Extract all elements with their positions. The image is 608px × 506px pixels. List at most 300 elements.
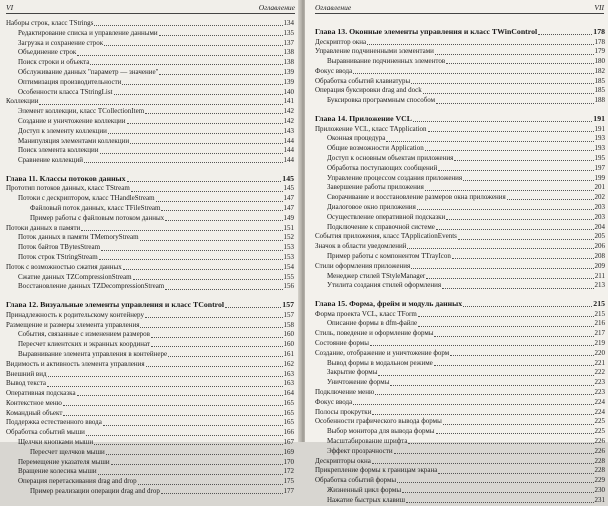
toc-entry-page: 229 xyxy=(594,476,605,485)
toc-entry xyxy=(6,204,294,214)
dot-leader xyxy=(161,210,282,211)
toc-entry xyxy=(315,144,605,154)
dot-leader xyxy=(411,83,593,84)
toc-entry xyxy=(315,57,605,67)
toc-entry-title: Жизненный цикл формы xyxy=(327,485,402,494)
toc-entry xyxy=(315,183,605,193)
toc-entry-title: Манипуляция элементами коллекции xyxy=(18,136,130,145)
toc-entry xyxy=(315,164,605,174)
toc-entry xyxy=(6,117,294,127)
dot-leader xyxy=(140,327,282,328)
toc-entry-page: 206 xyxy=(594,242,605,251)
dot-leader xyxy=(159,35,283,36)
toc-entry xyxy=(315,496,605,506)
toc-entry-title: Особенности графического вывода формы xyxy=(315,417,442,426)
toc-entry xyxy=(6,88,294,98)
toc-entry-title: Обработка событий мыши xyxy=(6,428,85,437)
dot-leader xyxy=(140,240,283,241)
toc-entry xyxy=(315,96,605,106)
toc-entry xyxy=(6,97,294,107)
toc-entry-page: 225 xyxy=(594,427,605,436)
toc-entry xyxy=(315,47,605,57)
toc-entry-page: 197 xyxy=(594,163,605,172)
toc-entry xyxy=(315,193,605,203)
toc-entry-page: 162 xyxy=(283,359,294,368)
toc-entry-title: Подключение меню xyxy=(315,388,375,396)
dot-leader xyxy=(151,346,283,347)
toc-entry-title: Файловый поток данных, класс TFileStream xyxy=(30,204,161,213)
dot-leader xyxy=(111,464,283,465)
right-page-number: VII xyxy=(594,3,604,12)
toc-entry xyxy=(315,486,605,496)
toc-entry-page: 142 xyxy=(283,116,294,125)
toc-entry-title: Состояние формы xyxy=(315,339,369,348)
toc-entry xyxy=(315,408,605,418)
toc-entry xyxy=(6,360,294,370)
toc-entry-page: 165 xyxy=(283,398,294,407)
toc-entry xyxy=(6,389,294,399)
dot-leader xyxy=(130,143,282,144)
toc-entry xyxy=(6,399,294,409)
right-page xyxy=(305,0,608,504)
toc-entry-title: Сжатие данных TZCompressionStream xyxy=(18,272,132,281)
toc-entry-page: 188 xyxy=(594,96,605,105)
left-running-title: Оглавление xyxy=(258,3,295,12)
toc-entry xyxy=(315,174,605,184)
toc-entry-page: 153 xyxy=(283,243,294,252)
toc-entry-page: 169 xyxy=(283,447,294,456)
toc-entry-page: 178 xyxy=(594,37,605,46)
toc-entry-title: Поток с возможностью сжатия данных xyxy=(6,262,122,271)
toc-entry-page: 144 xyxy=(283,136,294,145)
dot-leader xyxy=(378,375,593,376)
toc-entry xyxy=(6,282,294,292)
toc-entry-title: Значок в области уведомлений xyxy=(315,242,407,251)
toc-entry xyxy=(315,232,605,242)
toc-entry-page: 142 xyxy=(283,107,294,116)
toc-entry-title: Операция буксировки drag and dock xyxy=(315,86,422,95)
toc-entry-page: 138 xyxy=(283,48,294,57)
toc-entry xyxy=(6,330,294,340)
toc-entry-page: 185 xyxy=(594,86,605,95)
toc-entry-title: Поиск строки и объекта xyxy=(18,58,90,67)
toc-entry xyxy=(6,273,294,283)
toc-chapter-entry xyxy=(6,173,294,185)
toc-entry-page: 165 xyxy=(283,408,294,417)
toc-entry xyxy=(315,242,605,252)
toc-entry-page: 163 xyxy=(283,379,294,388)
toc-entry-page: 167 xyxy=(283,438,294,447)
dot-leader xyxy=(408,443,593,444)
toc-entry-title: Общие возможности Application xyxy=(327,144,424,153)
toc-entry-title: Фокус ввода xyxy=(315,66,353,75)
toc-entry-title: Эффект прозрачности xyxy=(327,446,393,455)
toc-entry-page: 179 xyxy=(594,47,605,56)
toc-entry-page: 222 xyxy=(594,368,605,377)
toc-entry-title: Закрытие формы xyxy=(327,368,378,377)
toc-entry xyxy=(315,67,605,77)
dot-leader xyxy=(104,45,282,46)
toc-entry-page: 193 xyxy=(594,134,605,143)
toc-entry xyxy=(6,184,294,194)
dot-leader xyxy=(417,209,594,210)
toc-entry-page: 224 xyxy=(594,407,605,416)
toc-entry-page: 160 xyxy=(283,340,294,349)
toc-entry xyxy=(315,359,605,369)
toc-entry-title: Щелчки кнопками мыши xyxy=(18,438,94,447)
toc-entry-title: Поиск элемента коллекции xyxy=(18,146,99,155)
toc-entry-page: 135 xyxy=(283,28,294,37)
toc-entry-title: Обработка событий формы xyxy=(315,476,397,485)
toc-entry-page: 154 xyxy=(283,262,294,271)
toc-entry xyxy=(315,329,605,339)
toc-entry-page: 175 xyxy=(283,477,294,486)
toc-entry-title: Описание формы в dfm-файле xyxy=(327,319,418,328)
toc-entry-title: Подключение к справочной системе xyxy=(327,222,435,231)
right-running-title: Оглавление xyxy=(315,3,352,12)
toc-entry xyxy=(6,224,294,234)
dot-leader xyxy=(434,336,593,337)
toc-entry-page: 138 xyxy=(283,58,294,67)
toc-entry-title: Осуществление оперативной подсказки xyxy=(327,212,446,221)
toc-entry xyxy=(6,477,294,487)
dot-leader xyxy=(452,258,594,259)
left-page xyxy=(0,0,301,496)
toc-entry-title: Выравнивание элемента управления в контейнере xyxy=(18,349,168,358)
dot-leader xyxy=(442,288,593,289)
dot-leader xyxy=(133,279,283,280)
dot-leader xyxy=(397,482,593,483)
toc-entry xyxy=(315,476,605,486)
left-toc xyxy=(6,19,294,497)
dot-leader xyxy=(443,424,594,425)
dot-leader xyxy=(353,73,593,74)
toc-entry-title: Создание, отображение и уничтожение форм xyxy=(315,348,450,357)
toc-entry xyxy=(315,417,605,427)
toc-entry-title: Наборы строк, класс TStrings xyxy=(6,19,94,27)
toc-entry xyxy=(6,243,294,253)
toc-entry xyxy=(6,214,294,224)
toc-entry-page: 144 xyxy=(283,146,294,155)
toc-entry xyxy=(315,281,605,291)
toc-entry-page: 177 xyxy=(283,487,294,496)
toc-entry-title: Перемещение указателя мыши xyxy=(18,457,110,466)
toc-entry-page: 145 xyxy=(283,184,294,193)
dot-leader xyxy=(48,376,283,377)
toc-entry-title: Внешний вид xyxy=(6,369,47,378)
toc-entry-title: Глава 14. Приложение VCL xyxy=(315,114,412,124)
toc-entry-title: Пересчет щелчков мыши xyxy=(30,447,105,456)
toc-entry xyxy=(6,127,294,137)
toc-entry xyxy=(315,252,605,262)
toc-entry-page: 230 xyxy=(594,485,605,494)
toc-entry-title: Обслуживание данных "параметр — значение" xyxy=(18,67,159,76)
toc-entry xyxy=(315,38,605,48)
dot-leader xyxy=(99,259,283,260)
toc-entry-title: Контекстное меню xyxy=(6,398,62,407)
toc-entry-title: Вращение колесика мыши xyxy=(18,467,97,476)
toc-entry-page: 221 xyxy=(594,358,605,367)
toc-entry-title: Управление процессом создания приложения xyxy=(327,173,463,182)
toc-entry-page: 156 xyxy=(283,282,294,291)
dot-leader xyxy=(127,123,283,124)
toc-entry xyxy=(315,368,605,378)
toc-entry-title: Видимость и активность элемента управления xyxy=(6,359,145,368)
dot-leader xyxy=(454,160,593,161)
dot-leader xyxy=(436,229,594,230)
dot-leader xyxy=(446,63,593,64)
toc-entry-title: Командный объект xyxy=(6,408,63,417)
dot-leader xyxy=(165,289,282,290)
dot-leader xyxy=(156,201,283,202)
dot-leader xyxy=(165,220,282,221)
toc-entry xyxy=(6,194,294,204)
toc-chapter-entry xyxy=(6,299,294,311)
dot-leader xyxy=(127,181,282,182)
toc-entry-page: 223 xyxy=(594,388,605,396)
toc-entry-page: 165 xyxy=(283,418,294,427)
toc-entry-title: Уничтожение формы xyxy=(327,378,390,387)
toc-entry-title: Стиль, поведение и оформление формы xyxy=(315,329,434,338)
toc-entry xyxy=(6,428,294,438)
dot-leader xyxy=(426,278,594,279)
toc-entry xyxy=(315,262,605,272)
toc-entry-title: Выравнивание подчиненных элементов xyxy=(327,57,446,66)
toc-entry-title: Особенности класса TStringList xyxy=(18,87,113,96)
toc-entry-page: 134 xyxy=(283,19,294,27)
toc-entry-title: Загрузка и сохранение строк xyxy=(18,38,104,47)
dot-leader xyxy=(463,306,592,307)
toc-entry-page: 203 xyxy=(594,202,605,211)
toc-entry xyxy=(6,379,294,389)
dot-leader xyxy=(114,94,283,95)
toc-entry-title: Масштабирование шрифта xyxy=(327,436,408,445)
dot-leader xyxy=(63,405,283,406)
toc-entry xyxy=(6,107,294,117)
dot-leader xyxy=(394,453,594,454)
toc-entry-title: Доступ к основным объектам приложения xyxy=(327,153,454,162)
toc-entry-title: Сворачивание и восстановление размеров окна приложения xyxy=(327,193,506,202)
toc-entry-page: 191 xyxy=(594,124,605,133)
toc-entry-title: Диалоговое окно приложения xyxy=(327,202,416,211)
toc-entry-title: Прикрепление формы к границам экрана xyxy=(315,466,438,475)
toc-entry-title: Управление подчиненными элементами xyxy=(315,47,434,56)
toc-entry-title: Оперативная подсказка xyxy=(6,389,76,398)
toc-entry-page: 185 xyxy=(594,76,605,85)
left-page-number: VI xyxy=(6,3,14,12)
toc-entry-title: Менеджер стилей TStyleManager xyxy=(327,271,426,280)
toc-entry-page: 228 xyxy=(594,466,605,475)
toc-entry-page: 157 xyxy=(282,300,294,310)
right-toc xyxy=(315,19,605,506)
dot-leader xyxy=(168,356,282,357)
toc-entry-title: Поток данных в памяти TMemoryStream xyxy=(18,233,139,242)
toc-entry-title: Буксировка программным способом xyxy=(327,96,436,105)
dot-leader xyxy=(367,44,593,45)
toc-entry-title: Поддержка естественного ввода xyxy=(6,418,102,427)
dot-leader xyxy=(94,444,282,445)
dot-leader xyxy=(84,162,283,163)
dot-leader xyxy=(145,113,282,114)
toc-entry-title: Оконная процедура xyxy=(327,134,386,143)
toc-entry-page: 204 xyxy=(594,222,605,231)
toc-entry-page: 172 xyxy=(283,467,294,476)
toc-entry-page: 164 xyxy=(283,389,294,398)
toc-entry xyxy=(6,29,294,39)
toc-entry xyxy=(315,378,605,388)
toc-entry-title: Доступ к элементу коллекции xyxy=(18,126,107,135)
dot-leader xyxy=(159,74,282,75)
toc-entry xyxy=(6,48,294,58)
dot-leader xyxy=(353,404,593,405)
toc-entry xyxy=(6,467,294,477)
toc-entry xyxy=(6,438,294,448)
toc-entry-page: 152 xyxy=(283,233,294,242)
dot-leader xyxy=(370,345,594,346)
toc-entry-page: 205 xyxy=(594,232,605,241)
toc-entry-title: Элемент коллекции, класс TCollectionItem xyxy=(18,107,145,116)
toc-entry-title: Нажатие быстрых клавиш xyxy=(327,495,405,504)
toc-entry xyxy=(6,78,294,88)
toc-entry-page: 178 xyxy=(593,27,605,36)
toc-entry xyxy=(315,398,605,408)
toc-entry-page: 215 xyxy=(594,309,605,318)
dot-leader xyxy=(463,180,593,181)
toc-entry-page: 195 xyxy=(594,153,605,162)
dot-leader xyxy=(372,463,594,464)
dot-leader xyxy=(438,473,593,474)
dot-leader xyxy=(225,307,281,308)
toc-entry-title: Потоки с дескриптором, класс THandleStream xyxy=(18,194,155,203)
toc-entry-title: Пример реализации операции drag and drop xyxy=(30,487,160,496)
dot-leader xyxy=(446,219,593,220)
toc-entry xyxy=(315,457,605,467)
dot-leader xyxy=(131,191,283,192)
dot-leader xyxy=(386,141,593,142)
dot-leader xyxy=(413,121,592,122)
dot-leader xyxy=(423,93,594,94)
dot-leader xyxy=(425,150,594,151)
toc-entry-title: Приложение VCL, класс TApplication xyxy=(315,124,427,133)
toc-entry-page: 144 xyxy=(283,156,294,165)
dot-leader xyxy=(103,425,283,426)
toc-entry-title: Вывод текста xyxy=(6,379,46,388)
toc-entry-page: 170 xyxy=(283,457,294,466)
toc-entry-page: 160 xyxy=(283,330,294,339)
dot-leader xyxy=(434,365,594,366)
toc-entry-page: 219 xyxy=(594,339,605,348)
toc-entry-title: Форма проекта VCL, класс TForm xyxy=(315,309,417,318)
dot-leader xyxy=(146,366,283,367)
dot-leader xyxy=(507,199,594,200)
toc-entry xyxy=(6,68,294,78)
toc-entry xyxy=(6,19,294,29)
toc-entry-title: Сравнение коллекций xyxy=(18,156,83,165)
toc-entry-page: 145 xyxy=(282,173,294,183)
toc-entry xyxy=(6,39,294,49)
toc-entry-page: 201 xyxy=(594,183,605,192)
toc-entry-title: События, связанные с изменением размеров xyxy=(18,330,150,339)
toc-entry-page: 166 xyxy=(283,428,294,437)
right-page-header xyxy=(315,3,604,14)
left-page-header xyxy=(6,3,295,14)
toc-entry xyxy=(315,154,605,164)
toc-entry-title: Дескрипторы окна xyxy=(315,456,371,465)
toc-entry xyxy=(315,125,605,135)
toc-entry-page: 147 xyxy=(283,204,294,213)
toc-entry-title: Глава 12. Визуальные элементы управления и класс TControl xyxy=(6,300,225,310)
toc-entry-title: Дескриптор окна xyxy=(315,37,367,46)
toc-entry-page: 224 xyxy=(594,397,605,406)
toc-chapter-entry xyxy=(315,26,605,38)
toc-entry xyxy=(6,253,294,263)
toc-entry xyxy=(315,272,605,282)
dot-leader xyxy=(161,493,283,494)
toc-entry-title: События приложения, класс TApplicationEvents xyxy=(315,232,457,241)
toc-entry-page: 143 xyxy=(283,126,294,135)
toc-entry-title: Восстановление данных TZDecompressionStream xyxy=(18,282,165,291)
toc-entry-title: Размещение и размеры элемента управления xyxy=(6,320,140,329)
dot-leader xyxy=(86,435,283,436)
toc-chapter-entry xyxy=(315,298,605,310)
dot-leader xyxy=(77,55,282,56)
toc-entry-title: Глава 11. Классы потоков данных xyxy=(6,173,126,183)
toc-entry xyxy=(6,263,294,273)
toc-entry-page: 137 xyxy=(283,38,294,47)
toc-entry-page: 213 xyxy=(594,281,605,290)
toc-entry-title: Поток строк TStringStream xyxy=(18,253,98,262)
dot-leader xyxy=(106,454,283,455)
toc-entry-page: 158 xyxy=(283,320,294,329)
dot-leader xyxy=(411,268,593,269)
toc-entry-title: Глава 15. Форма, фрейм и модуль данных xyxy=(315,299,463,309)
toc-entry-page: 147 xyxy=(283,194,294,203)
toc-entry-page: 211 xyxy=(594,271,605,280)
toc-entry xyxy=(315,310,605,320)
toc-entry xyxy=(6,340,294,350)
toc-entry xyxy=(6,350,294,360)
toc-entry-title: Прототип потоков данных, класс TStream xyxy=(6,184,130,193)
dot-leader xyxy=(436,103,593,104)
toc-entry-page: 141 xyxy=(283,97,294,106)
dot-leader xyxy=(151,337,283,338)
toc-entry-title: Обработка событий клавиатуры xyxy=(315,76,411,85)
toc-entry xyxy=(315,388,605,398)
toc-entry xyxy=(6,458,294,468)
toc-entry-page: 208 xyxy=(594,251,605,260)
dot-leader xyxy=(77,395,283,396)
toc-entry xyxy=(315,77,605,87)
dot-leader xyxy=(138,484,283,485)
toc-entry-page: 231 xyxy=(594,495,605,504)
toc-entry-title: Пример работы с файловым потоком данных xyxy=(30,213,165,222)
toc-entry-title: Оптимизация производительности xyxy=(18,77,122,86)
toc-entry xyxy=(315,86,605,96)
dot-leader xyxy=(418,316,594,317)
toc-entry-page: 163 xyxy=(283,369,294,378)
toc-entry-page: 151 xyxy=(283,223,294,232)
toc-entry-title: Потоки данных в памяти xyxy=(6,223,81,232)
toc-entry-title: Создание и уничтожение коллекции xyxy=(18,116,126,125)
toc-entry xyxy=(6,311,294,321)
toc-entry xyxy=(6,321,294,331)
dot-leader xyxy=(406,502,594,503)
toc-entry-page: 182 xyxy=(594,66,605,75)
toc-entry xyxy=(6,233,294,243)
toc-entry-page: 139 xyxy=(283,77,294,86)
dot-leader xyxy=(47,386,283,387)
toc-entry-title: Утилита создания стилей оформления xyxy=(327,281,442,290)
